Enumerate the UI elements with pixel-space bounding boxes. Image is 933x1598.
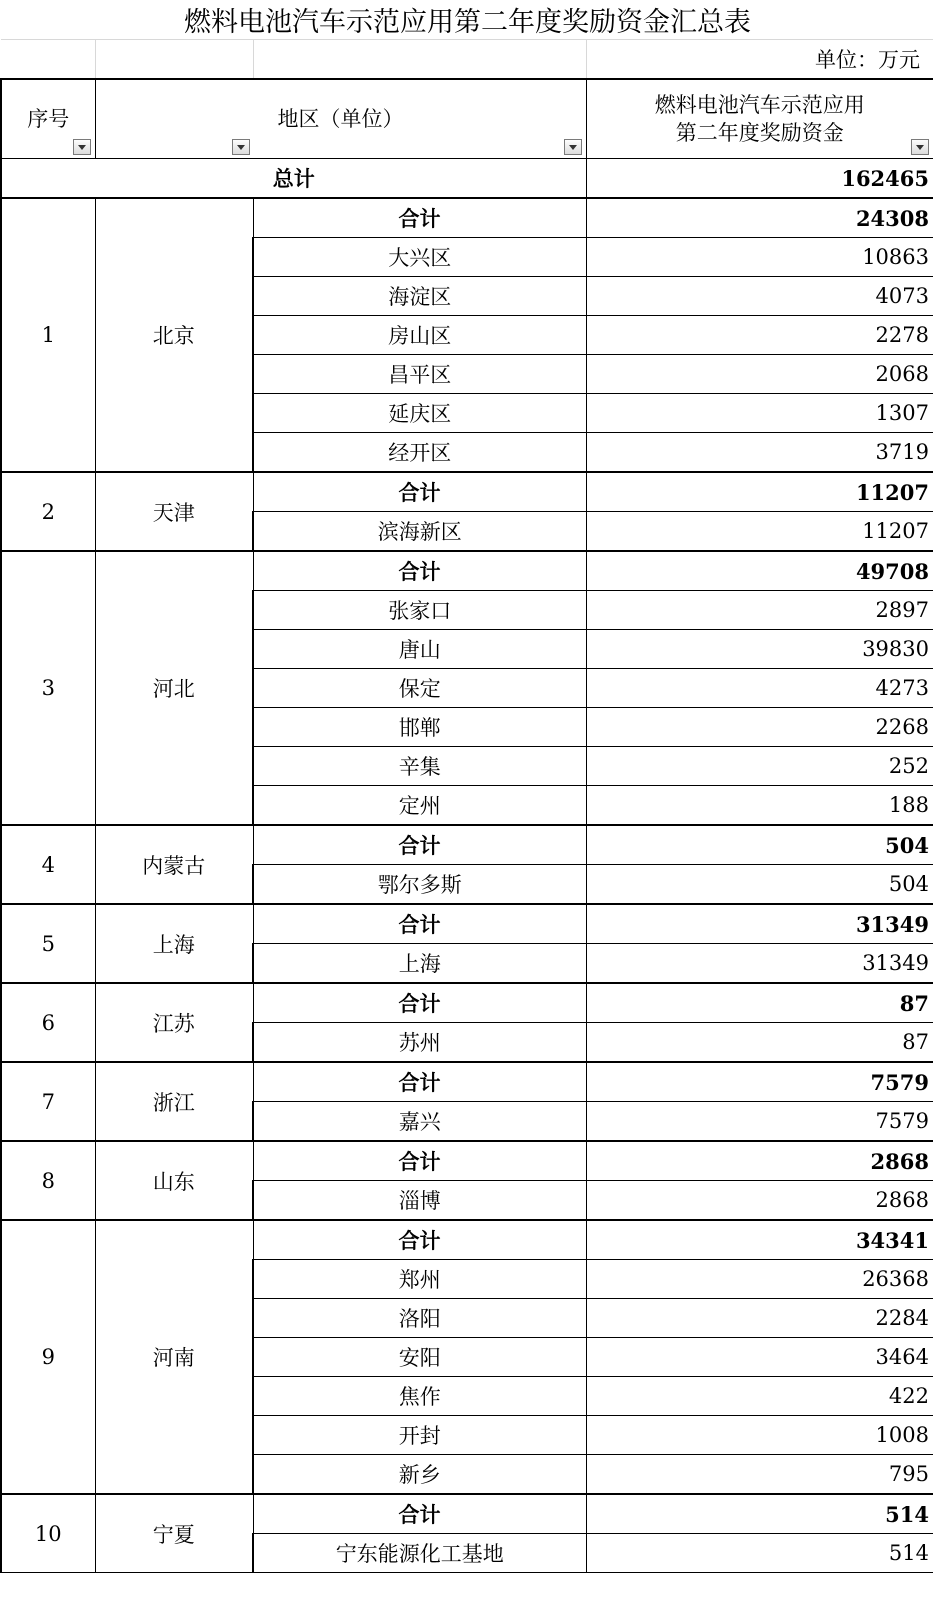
filter-dropdown-icon[interactable] [564,139,582,155]
unit-name-cell: 苏州 [253,1023,586,1063]
grand-total-value: 162465 [586,159,933,199]
unit-name-cell: 唐山 [253,630,586,669]
table-row [1,983,933,1023]
value-cell: 3719 [586,433,933,473]
unit-name-cell: 延庆区 [253,394,586,433]
table-row [1,472,933,512]
value-cell: 795 [586,1455,933,1495]
value-cell: 39830 [586,630,933,669]
table-row [1,1062,933,1102]
unit-label: 单位：万元 [586,40,933,80]
unit-name-cell: 滨海新区 [253,512,586,552]
value-cell: 11207 [586,512,933,552]
header-fund-line1: 燃料电池汽车示范应用 [654,93,865,117]
value-cell: 1008 [586,1416,933,1455]
subtotal-value: 49708 [586,551,933,591]
unit-name-cell: 邯郸 [253,708,586,747]
unit-name-cell: 定州 [253,786,586,826]
value-cell: 422 [586,1377,933,1416]
value-cell: 3464 [586,1338,933,1377]
region-cell: 天津 [95,472,253,551]
unit-name-cell: 新乡 [253,1455,586,1495]
subtotal-label: 合计 [253,1494,586,1534]
seq-cell: 10 [1,1494,95,1573]
seq-cell: 8 [1,1141,95,1220]
table-row [1,551,933,591]
table-row [1,198,933,238]
unit-name-cell: 安阳 [253,1338,586,1377]
seq-cell: 5 [1,904,95,983]
table-row [1,1141,933,1181]
header-region-label: 地区（单位） [277,107,404,131]
seq-cell: 9 [1,1220,95,1494]
value-cell: 2897 [586,591,933,630]
unit-name-cell: 房山区 [253,316,586,355]
value-cell: 2284 [586,1299,933,1338]
seq-cell: 2 [1,472,95,551]
seq-cell: 7 [1,1062,95,1141]
region-cell: 山东 [95,1141,253,1220]
region-cell: 北京 [95,198,253,472]
seq-cell: 4 [1,825,95,904]
region-cell: 江苏 [95,983,253,1062]
subtotal-label: 合计 [253,983,586,1023]
region-cell: 宁夏 [95,1494,253,1573]
subtotal-value: 7579 [586,1062,933,1102]
seq-cell: 1 [1,198,95,472]
unit-name-cell: 焦作 [253,1377,586,1416]
value-cell: 7579 [586,1102,933,1142]
value-cell: 188 [586,786,933,826]
value-cell: 514 [586,1534,933,1573]
unit-name-cell: 昌平区 [253,355,586,394]
subtotal-label: 合计 [253,1062,586,1102]
filter-dropdown-icon[interactable] [232,139,250,155]
value-cell: 31349 [586,944,933,984]
table-row [1,1220,933,1260]
unit-name-cell: 淄博 [253,1181,586,1221]
value-cell: 1307 [586,394,933,433]
unit-name-cell: 宁东能源化工基地 [253,1534,586,1573]
subtotal-value: 31349 [586,904,933,944]
table-row [1,904,933,944]
unit-name-cell: 上海 [253,944,586,984]
value-cell: 10863 [586,238,933,277]
value-cell: 2868 [586,1181,933,1221]
region-cell: 内蒙古 [95,825,253,904]
unit-name-cell: 鄂尔多斯 [253,865,586,905]
unit-name-cell: 嘉兴 [253,1102,586,1142]
subtotal-label: 合计 [253,1220,586,1260]
filter-dropdown-icon[interactable] [911,139,929,155]
value-cell: 2268 [586,708,933,747]
empty-cell[interactable] [1,40,95,80]
subtotal-value: 34341 [586,1220,933,1260]
subtotal-label: 合计 [253,904,586,944]
value-cell: 2068 [586,355,933,394]
unit-name-cell: 开封 [253,1416,586,1455]
value-cell: 4273 [586,669,933,708]
subtotal-value: 11207 [586,472,933,512]
subtotal-value: 24308 [586,198,933,238]
header-region [95,79,586,159]
value-cell: 4073 [586,277,933,316]
value-cell: 87 [586,1023,933,1063]
subtotal-label: 合计 [253,551,586,591]
table-title: 燃料电池汽车示范应用第二年度奖励资金汇总表 [184,7,751,38]
region-cell: 浙江 [95,1062,253,1141]
unit-name-cell: 海淀区 [253,277,586,316]
unit-name-cell: 经开区 [253,433,586,473]
region-cell: 河南 [95,1220,253,1494]
value-cell: 252 [586,747,933,786]
filter-dropdown-icon[interactable] [73,139,91,155]
header-seq [1,79,95,159]
subtotal-value: 514 [586,1494,933,1534]
subtotal-label: 合计 [253,825,586,865]
seq-cell: 3 [1,551,95,825]
grand-total-label: 总计 [1,159,586,199]
header-fund [586,79,933,159]
seq-cell: 6 [1,983,95,1062]
unit-name-cell: 郑州 [253,1260,586,1299]
header-seq-label: 序号 [27,107,70,131]
subtotal-label: 合计 [253,472,586,512]
subtotal-label: 合计 [253,198,586,238]
table-row [1,825,933,865]
unit-name-cell: 张家口 [253,591,586,630]
table-row [1,1494,933,1534]
unit-name-cell: 辛集 [253,747,586,786]
value-cell: 504 [586,865,933,905]
subtotal-value: 504 [586,825,933,865]
value-cell: 26368 [586,1260,933,1299]
subtotal-label: 合计 [253,1141,586,1181]
region-cell: 上海 [95,904,253,983]
subtotal-value: 2868 [586,1141,933,1181]
unit-name-cell: 保定 [253,669,586,708]
unit-name-cell: 大兴区 [253,238,586,277]
empty-cell[interactable] [95,40,253,80]
subtotal-value: 87 [586,983,933,1023]
value-cell: 2278 [586,316,933,355]
header-fund-line2: 第二年度奖励资金 [675,121,844,145]
region-cell: 河北 [95,551,253,825]
empty-cell[interactable] [253,40,586,80]
unit-name-cell: 洛阳 [253,1299,586,1338]
